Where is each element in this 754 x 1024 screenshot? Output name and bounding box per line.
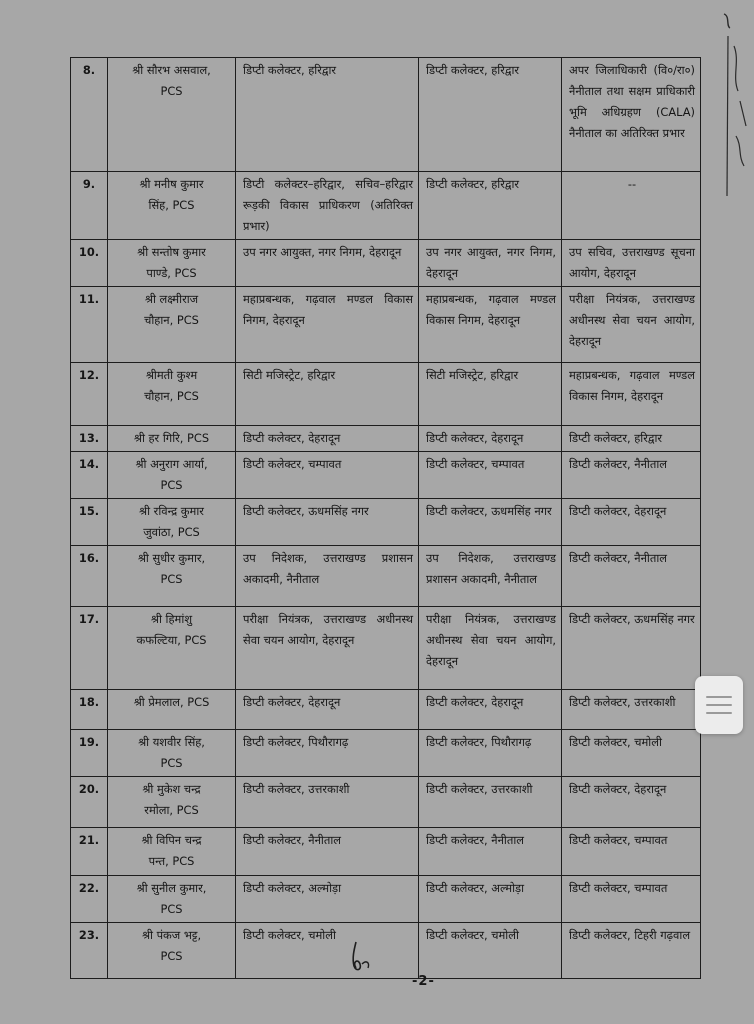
officer-name-cell: [108, 828, 236, 876]
table-body: [71, 58, 701, 979]
officer-name-line2: PCS: [160, 572, 183, 586]
transferred-from-cell: उप निदेशक, उत्तराखण्ड प्रशासन अकादमी, नैनीताल: [419, 546, 562, 607]
officer-name: श्री पंकज भट्ट,: [141, 928, 202, 942]
officer-name: श्री हर गिरि, PCS: [133, 431, 210, 445]
current-post-cell: डिप्टी कलेक्टर, नैनीताल: [236, 828, 419, 876]
new-post-cell: डिप्टी कलेक्टर, चम्पावत: [562, 828, 701, 876]
transferred-from-cell: सिटी मजिस्ट्रेट, हरिद्वार: [419, 363, 562, 426]
officer-name: श्री सुनील कुमार,: [136, 881, 207, 895]
table-row: [71, 690, 701, 730]
new-post-cell: डिप्टी कलेक्टर, ऊधमसिंह नगर: [562, 607, 701, 690]
new-post-cell: डिप्टी कलेक्टर, नैनीताल: [562, 546, 701, 607]
officer-name: श्री सुधीर कुमार,: [137, 551, 206, 565]
officer-name-line2: PCS: [160, 949, 183, 963]
transferred-from-cell: डिप्टी कलेक्टर, अल्मोड़ा: [419, 876, 562, 923]
serial-number-cell: 12.: [71, 363, 108, 426]
current-post-cell: उप नगर आयुक्त, नगर निगम, देहरादून: [236, 240, 419, 287]
current-post-cell: डिप्टी कलेक्टर, पिथौरागढ़: [236, 730, 419, 777]
serial-number-cell: 17.: [71, 607, 108, 690]
officer-name: श्री प्रेमलाल, PCS: [133, 695, 210, 709]
margin-scribble-icon: [720, 6, 748, 196]
officer-name-line2: सिंह, PCS: [148, 198, 195, 212]
current-post-cell: डिप्टी कलेक्टर, देहरादून: [236, 426, 419, 452]
serial-number-cell: 22.: [71, 876, 108, 923]
serial-number-cell: 13.: [71, 426, 108, 452]
officer-name: श्री सौरभ असवाल,: [132, 63, 211, 77]
officer-name-cell: [108, 876, 236, 923]
table-row: [71, 607, 701, 690]
transferred-from-cell: डिप्टी कलेक्टर, ऊधमसिंह नगर: [419, 499, 562, 546]
current-post-cell: डिप्टी कलेक्टर, ऊधमसिंह नगर: [236, 499, 419, 546]
table-row: [71, 923, 701, 979]
current-post-cell: परीक्षा नियंत्रक, उत्तराखण्ड अधीनस्थ सेवा चयन आयोग, देहरादून: [236, 607, 419, 690]
new-post-cell: डिप्टी कलेक्टर, टिहरी गढ़वाल: [562, 923, 701, 979]
new-post-cell: डिप्टी कलेक्टर, देहरादून: [562, 499, 701, 546]
current-post-cell: सिटी मजिस्ट्रेट, हरिद्वार: [236, 363, 419, 426]
transferred-from-cell: डिप्टी कलेक्टर, हरिद्वार: [419, 58, 562, 172]
current-post-cell: महाप्रबन्धक, गढ़वाल मण्डल विकास निगम, देहरादून: [236, 287, 419, 363]
current-post-cell: डिप्टी कलेक्टर, देहरादून: [236, 690, 419, 730]
table-row: [71, 287, 701, 363]
new-post-cell: डिप्टी कलेक्टर, उत्तरकाशी: [562, 690, 701, 730]
serial-number-cell: 20.: [71, 777, 108, 828]
officer-name-cell: [108, 58, 236, 172]
officer-name: श्रीमती कुश्म: [145, 368, 198, 382]
current-post-cell: डिप्टी कलेक्टर, उत्तरकाशी: [236, 777, 419, 828]
officer-name-line2: रमोला, PCS: [144, 803, 199, 817]
officer-name-cell: [108, 240, 236, 287]
transferred-from-cell: डिप्टी कलेक्टर, देहरादून: [419, 426, 562, 452]
serial-number-cell: 21.: [71, 828, 108, 876]
officer-name-line2: पन्त, PCS: [148, 854, 195, 868]
officer-name-cell: [108, 607, 236, 690]
serial-number-cell: 8.: [71, 58, 108, 172]
transferred-from-cell: डिप्टी कलेक्टर, हरिद्वार: [419, 172, 562, 240]
handwritten-initials-icon: [348, 940, 374, 974]
serial-number-cell: 19.: [71, 730, 108, 777]
transferred-from-cell: महाप्रबन्धक, गढ़वाल मण्डल विकास निगम, देहरादून: [419, 287, 562, 363]
new-post-cell: परीक्षा नियंत्रक, उत्तराखण्ड अधीनस्थ सेवा चयन आयोग, देहरादून: [562, 287, 701, 363]
current-post-cell: उप निदेशक, उत्तराखण्ड प्रशासन अकादमी, नैनीताल: [236, 546, 419, 607]
new-post-cell: डिप्टी कलेक्टर, चमोली: [562, 730, 701, 777]
table-row: [71, 240, 701, 287]
serial-number-cell: 18.: [71, 690, 108, 730]
table-row: [71, 730, 701, 777]
new-post-cell: अपर जिलाधिकारी (वि०/रा०) नैनीताल तथा सक्षम प्राधिकारी भूमि अधिग्रहण (CALA) नैनीताल का अतिरिक्त प्रभार: [562, 58, 701, 172]
table-row: [71, 876, 701, 923]
table-row: [71, 828, 701, 876]
table-row: [71, 777, 701, 828]
new-post-cell: उप सचिव, उत्तराखण्ड सूचना आयोग, देहरादून: [562, 240, 701, 287]
officer-name-cell: [108, 777, 236, 828]
new-post-cell: डिप्टी कलेक्टर, देहरादून: [562, 777, 701, 828]
officer-name-line2: PCS: [160, 756, 183, 770]
transferred-from-cell: डिप्टी कलेक्टर, उत्तरकाशी: [419, 777, 562, 828]
current-post-cell: डिप्टी कलेक्टर, चम्पावत: [236, 452, 419, 499]
officer-name: श्री हिमांशु: [150, 612, 193, 626]
current-post-cell: डिप्टी कलेक्टर, हरिद्वार: [236, 58, 419, 172]
serial-number-cell: 10.: [71, 240, 108, 287]
transferred-from-cell: डिप्टी कलेक्टर, नैनीताल: [419, 828, 562, 876]
transferred-from-cell: डिप्टी कलेक्टर, पिथौरागढ़: [419, 730, 562, 777]
table-row: [71, 426, 701, 452]
officer-name: श्री मुकेश चन्द्र: [142, 782, 201, 796]
officer-name-line2: PCS: [160, 84, 183, 98]
officer-name-line2: कफल्टिया, PCS: [136, 633, 207, 647]
table-row: [71, 499, 701, 546]
table-row: [71, 172, 701, 240]
serial-number-cell: 9.: [71, 172, 108, 240]
officer-name-line2: पाण्डे, PCS: [146, 266, 197, 280]
officer-name-cell: [108, 499, 236, 546]
serial-number-cell: 14.: [71, 452, 108, 499]
officer-name: श्री मनीष कुमार: [139, 177, 204, 191]
serial-number-cell: 15.: [71, 499, 108, 546]
officer-name-cell: [108, 546, 236, 607]
officer-name-cell: [108, 452, 236, 499]
officer-name-line2: चौहान, PCS: [144, 313, 199, 327]
new-post-cell: --: [562, 172, 701, 240]
officer-name-cell: [108, 363, 236, 426]
officer-name-cell: [108, 172, 236, 240]
table-row: [71, 363, 701, 426]
officer-name-cell: [108, 426, 236, 452]
transferred-from-cell: डिप्टी कलेक्टर, देहरादून: [419, 690, 562, 730]
officer-name: श्री सन्तोष कुमार: [137, 245, 206, 259]
officer-name: श्री रविन्द्र कुमार: [139, 504, 204, 518]
serial-number-cell: 16.: [71, 546, 108, 607]
new-post-cell: डिप्टी कलेक्टर, चम्पावत: [562, 876, 701, 923]
officer-name-cell: [108, 690, 236, 730]
officer-name: श्री विपिन चन्द्र: [141, 833, 202, 847]
current-post-cell: डिप्टी कलेक्टर, अल्मोड़ा: [236, 876, 419, 923]
current-post-cell: डिप्टी कलेक्टर, चमोली: [236, 923, 419, 979]
transferred-from-cell: डिप्टी कलेक्टर, चम्पावत: [419, 452, 562, 499]
transferred-from-cell: डिप्टी कलेक्टर, चमोली: [419, 923, 562, 979]
officer-name: श्री यशवीर सिंह,: [138, 735, 205, 749]
serial-number-cell: 23.: [71, 923, 108, 979]
officer-name-line2: PCS: [160, 478, 183, 492]
transferred-from-cell: उप नगर आयुक्त, नगर निगम, देहरादून: [419, 240, 562, 287]
officer-name-line2: PCS: [160, 902, 183, 916]
table-row: [71, 58, 701, 172]
officer-name-cell: [108, 730, 236, 777]
hamburger-menu-button[interactable]: [695, 676, 743, 734]
officer-name-line2: चौहान, PCS: [144, 389, 199, 403]
new-post-cell: महाप्रबन्धक, गढ़वाल मण्डल विकास निगम, देहरादून: [562, 363, 701, 426]
current-post-cell: डिप्टी कलेक्टर–हरिद्वार, सचिव–हरिद्वार रूड़की विकास प्राधिकरण (अतिरिक्त प्रभार): [236, 172, 419, 240]
officer-name-cell: [108, 923, 236, 979]
hamburger-menu-icon: [706, 696, 732, 698]
officer-name-cell: [108, 287, 236, 363]
serial-number-cell: 11.: [71, 287, 108, 363]
officer-name-line2: जुवांठा, PCS: [143, 525, 200, 539]
officer-name: श्री अनुराग आर्या,: [135, 457, 208, 471]
page-number: -2-: [412, 974, 435, 989]
new-post-cell: डिप्टी कलेक्टर, हरिद्वार: [562, 426, 701, 452]
table-row: [71, 452, 701, 499]
transferred-from-cell: परीक्षा नियंत्रक, उत्तराखण्ड अधीनस्थ सेवा चयन आयोग, देहरादून: [419, 607, 562, 690]
officer-transfer-table: [70, 57, 701, 979]
table-row: [71, 546, 701, 607]
new-post-cell: डिप्टी कलेक्टर, नैनीताल: [562, 452, 701, 499]
officer-name: श्री लक्ष्मीराज: [144, 292, 199, 306]
